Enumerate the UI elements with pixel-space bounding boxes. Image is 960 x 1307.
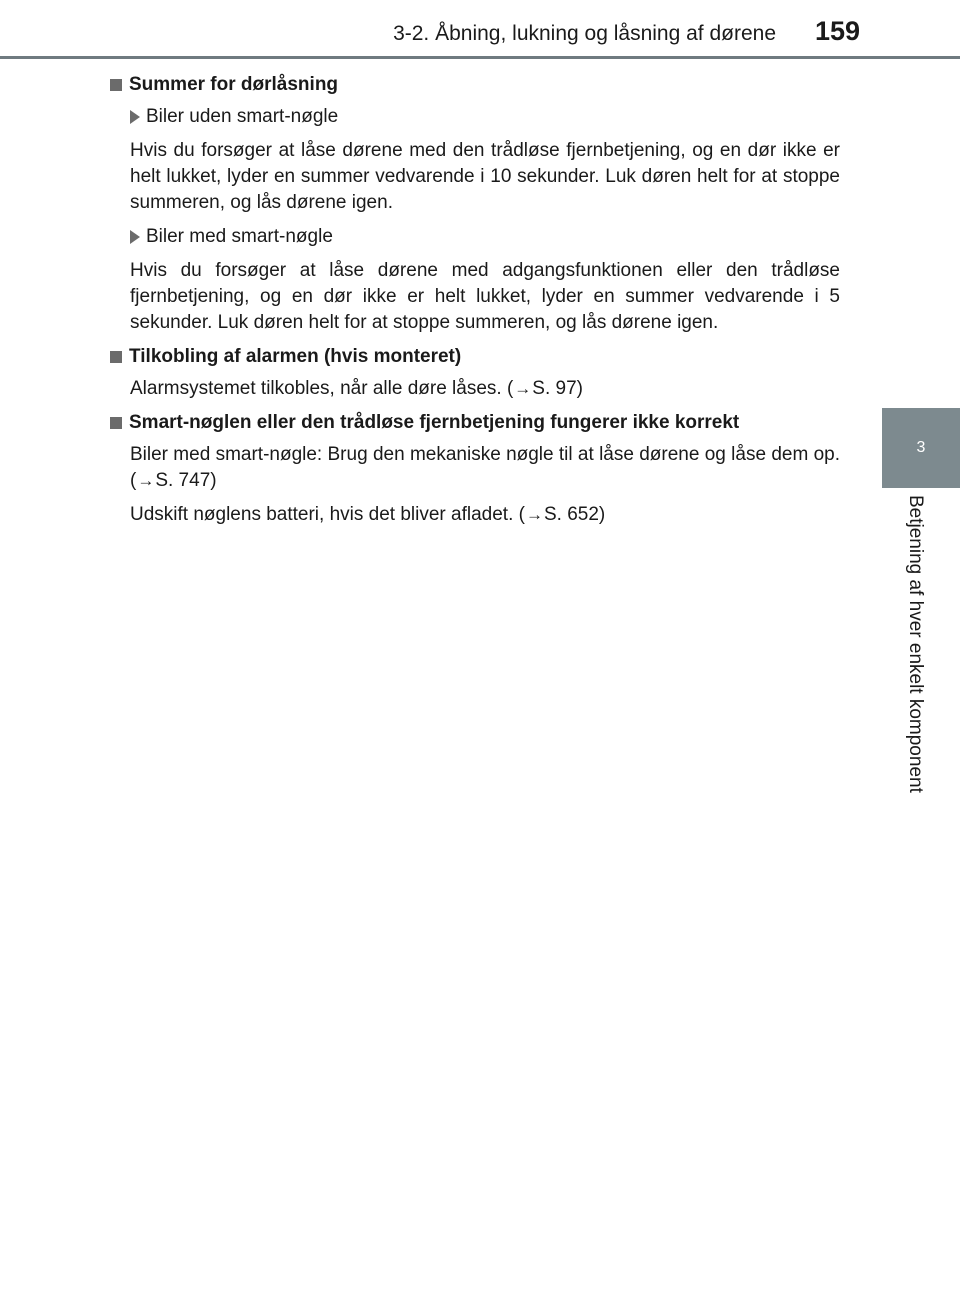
paragraph: Hvis du forsøger at låse dørene med adgangsfunktionen eller den trådløse fjernbetjening, og en dør ikke er helt lukket, lyder en summer vedvarende i 5 sekunder. Luk døren helt for at stoppe summeren, og lås dørene igen. — [130, 260, 840, 333]
square-bullet-icon — [110, 351, 122, 363]
page-reference-link[interactable]: S. 652) — [543, 504, 606, 525]
page-number: 159 — [814, 16, 860, 46]
sub-heading — [130, 104, 840, 130]
arrow-right-icon: → — [137, 471, 155, 490]
triangle-right-icon — [130, 230, 140, 244]
chapter-number: 3 — [916, 439, 926, 456]
sub-heading-text: Biler uden smart-nøgle — [146, 106, 339, 127]
page-header — [0, 0, 860, 60]
section-heading-text: Smart-nøglen eller den trådløse fjernbetjening fungerer ikke korrekt — [129, 412, 740, 433]
section-heading — [110, 344, 840, 370]
section-heading — [110, 72, 840, 98]
triangle-right-icon — [130, 110, 140, 124]
square-bullet-icon — [110, 79, 122, 91]
header-section-title: 3-2. Åbning, lukning og låsning af dørene — [393, 22, 776, 45]
sub-heading — [130, 224, 840, 250]
paragraph — [130, 442, 840, 494]
square-bullet-icon — [110, 417, 122, 429]
arrow-right-icon: → — [525, 505, 543, 524]
page-reference-link[interactable]: S. 97) — [532, 378, 583, 399]
paragraph — [130, 376, 840, 402]
paragraph — [130, 502, 840, 528]
chapter-title: Betjening af hver enkelt komponent — [905, 495, 926, 793]
section-heading — [110, 410, 840, 436]
arrow-right-icon: → — [514, 379, 532, 398]
page-reference-link[interactable]: S. 747) — [155, 470, 217, 491]
paragraph-text: Udskift nøglens batteri, hvis det bliver afladet. ( — [130, 504, 525, 525]
header-rule — [0, 56, 960, 59]
paragraph-text: Biler med smart-nøgle: Brug den mekaniske nøgle til at låse dørene og låse dem op. ( — [130, 444, 840, 491]
chapter-tab[interactable] — [882, 408, 960, 488]
paragraph: Hvis du forsøger at låse dørene med den trådløse fjernbetjening, og en dør ikke er helt lukket, lyder en summer vedvarende i 10 sekunder. Luk døren helt for at stoppe summeren, og lås dørene igen. — [130, 140, 840, 213]
section-heading-text: Tilkobling af alarmen (hvis monteret) — [129, 346, 462, 367]
sub-heading-text: Biler med smart-nøgle — [146, 226, 333, 247]
page-content — [110, 72, 840, 536]
section-heading-text: Summer for dørlåsning — [129, 74, 339, 95]
paragraph-text: Alarmsystemet tilkobles, når alle døre låses. ( — [130, 378, 514, 399]
